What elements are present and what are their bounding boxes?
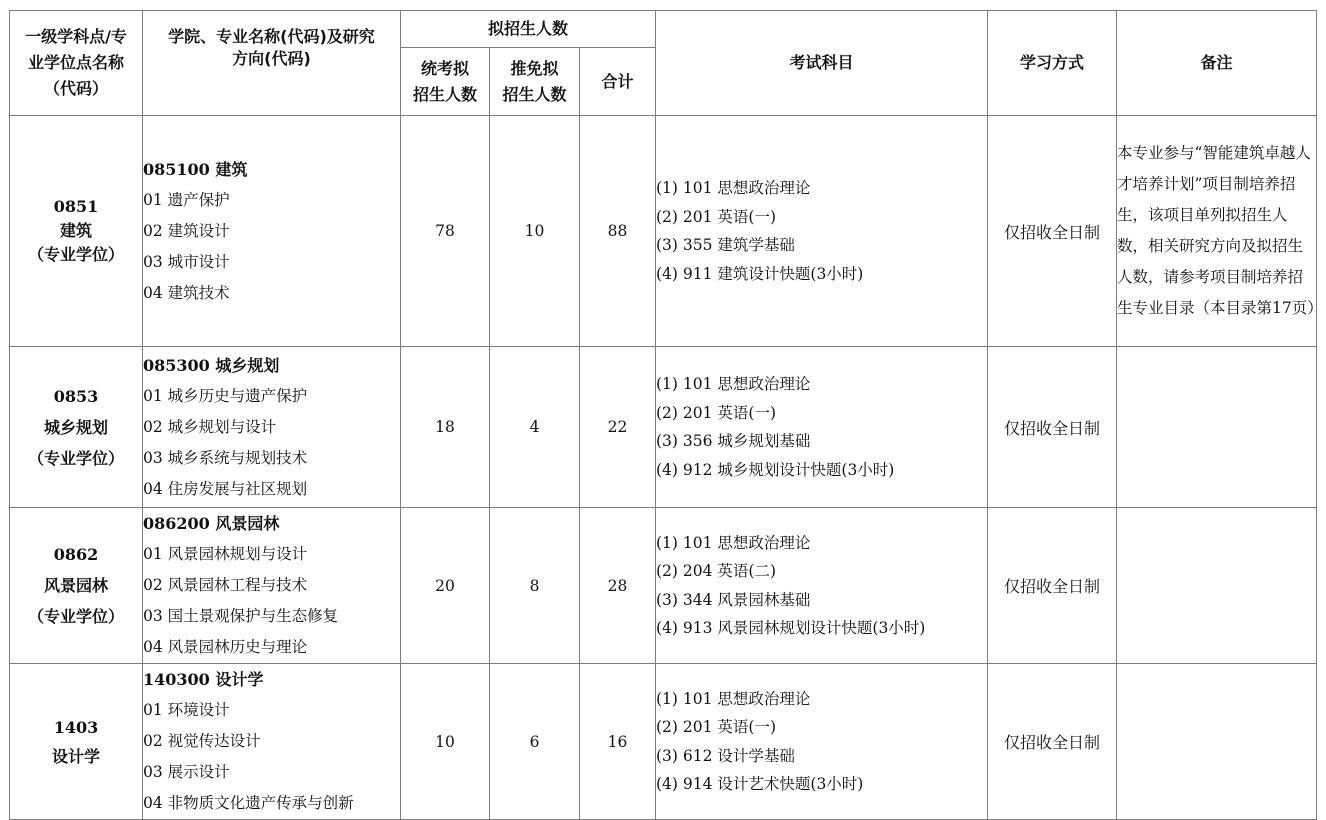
major-cell [143,664,401,820]
table-row [10,116,1317,347]
header-exam-quota-line: 统考拟 [420,58,469,78]
discipline-type: （专业学位） [27,245,124,264]
subject-item: (2) 201 英语(一) [656,718,776,736]
subject-item: (2) 204 英语(二) [656,562,776,580]
discipline-type: （专业学位） [27,607,124,626]
table-row [10,664,1317,820]
header-discipline-line: （代码） [43,79,108,98]
direction-item: 04 建筑技术 [143,283,230,302]
direction-item: 03 城乡系统与规划技术 [143,448,308,467]
discipline-name: 风景园林 [43,576,108,595]
total-quota: 88 [580,116,656,347]
exam-quota: 18 [401,347,490,508]
header-exam-quota-line: 招生人数 [412,84,477,104]
exam-quota: 78 [401,116,490,347]
recommend-quota: 6 [490,664,580,820]
direction-item: 04 非物质文化遗产传承与创新 [143,794,354,812]
direction-item: 02 视觉传达设计 [143,732,261,750]
header-recommend-quota [490,48,580,116]
direction-item: 03 国土景观保护与生态修复 [143,607,339,625]
subject-item: (2) 201 英语(一) [656,207,776,226]
subject-item: (3) 355 建筑学基础 [656,236,795,254]
discipline-cell [10,347,143,508]
discipline-code: 0862 [53,545,99,564]
direction-item: 04 风景园林历史与理论 [143,638,308,656]
recommend-quota: 10 [490,116,580,347]
header-plan-group: 拟招生人数 [401,11,656,48]
subject-item: (3) 344 风景园林基础 [656,590,811,609]
subject-item: (1) 101 思想政治理论 [656,179,811,197]
discipline-cell [10,116,143,347]
subjects-cell [656,664,988,820]
subject-item: (1) 101 思想政治理论 [656,533,811,552]
direction-item: 01 城乡历史与遗产保护 [143,386,308,405]
header-major [143,11,401,116]
note-cell [1117,347,1317,508]
subject-item: (1) 101 思想政治理论 [656,375,811,393]
recommend-quota: 8 [490,508,580,664]
discipline-code: 1403 [53,717,99,737]
note-cell [1117,664,1317,820]
subject-item: (2) 201 英语(一) [656,403,776,422]
discipline-code: 0853 [53,386,99,406]
direction-item: 02 城乡规划与设计 [143,417,277,436]
discipline-code: 0851 [53,197,99,216]
major-title: 085300 城乡规划 [143,355,280,375]
header-subjects: 考试科目 [656,11,988,116]
subject-item: (1) 101 思想政治理论 [656,689,811,708]
header-total: 合计 [580,48,656,116]
recommend-quota: 4 [490,347,580,508]
subject-item: (3) 356 城乡规划基础 [656,432,811,450]
major-cell [143,347,401,508]
subject-item: (4) 911 建筑设计快题(3小时) [656,264,864,283]
header-recommend-quota-line: 推免拟 [510,58,559,78]
header-recommend-quota-line: 招生人数 [502,84,567,104]
direction-item: 03 展示设计 [143,763,230,781]
major-title: 086200 风景园林 [143,514,280,533]
header-notes: 备注 [1117,11,1317,116]
note-cell [1117,508,1317,664]
exam-quota: 20 [401,508,490,664]
study-mode: 仅招收全日制 [988,664,1117,820]
subject-item: (4) 913 风景园林规划设计快题(3小时) [656,619,926,637]
discipline-name: 设计学 [51,746,100,766]
discipline-name: 建筑 [59,221,92,240]
header-discipline [10,11,143,116]
total-quota: 16 [580,664,656,820]
subject-item: (4) 914 设计艺术快题(3小时) [656,775,864,793]
study-mode: 仅招收全日制 [988,347,1117,508]
major-cell [143,508,401,664]
header-row-1 [10,11,1317,48]
subjects-cell [656,347,988,508]
direction-item: 01 遗产保护 [143,190,230,209]
subject-item: (3) 612 设计学基础 [656,746,795,765]
direction-item: 01 风景园林规划与设计 [143,545,308,563]
header-discipline-line: 一级学科点/专 [25,27,127,46]
header-major-line: 方向(代码) [232,49,311,68]
discipline-type: （专业学位） [27,448,124,468]
header-exam-quota [401,48,490,116]
total-quota: 28 [580,508,656,664]
major-title: 085100 建筑 [143,159,248,179]
total-quota: 22 [580,347,656,508]
discipline-name: 城乡规划 [43,417,108,437]
table-row [10,347,1317,508]
table-row [10,508,1317,664]
study-mode: 仅招收全日制 [988,116,1117,347]
header-mode: 学习方式 [988,11,1117,116]
note-cell: 本专业参与“智能建筑卓越人才培养计划”项目制培养招生，该项目单列拟招生人数，相关研究方向及拟招生人数，请参考项目制培养招生专业目录（本目录第17页） [1117,116,1317,347]
admissions-table [9,10,1323,820]
direction-item: 02 风景园林工程与技术 [143,576,308,594]
header-discipline-line: 业学位点名称 [27,53,124,72]
discipline-cell [10,664,143,820]
subjects-cell [656,508,988,664]
direction-item: 03 城市设计 [143,252,230,271]
study-mode: 仅招收全日制 [988,508,1117,664]
header-major-line: 学院、专业名称(代码)及研究 [168,27,375,46]
direction-item: 04 住房发展与社区规划 [143,479,308,498]
major-title: 140300 设计学 [143,670,264,689]
major-cell [143,116,401,347]
exam-quota: 10 [401,664,490,820]
subject-item: (4) 912 城乡规划设计快题(3小时) [656,460,895,479]
subjects-cell [656,116,988,347]
direction-item: 01 环境设计 [143,701,230,719]
discipline-cell [10,508,143,664]
direction-item: 02 建筑设计 [143,221,230,240]
